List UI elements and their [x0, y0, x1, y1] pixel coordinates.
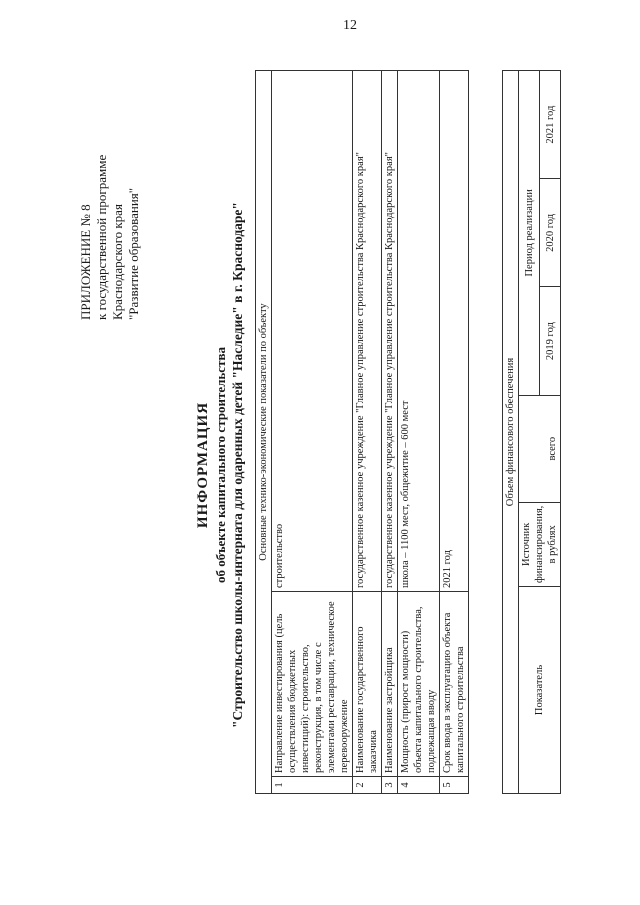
row-label: Наименование государственного заказчика: [353, 592, 382, 777]
finance-header: Объем финансового обеспечения: [503, 71, 519, 794]
period-header: Период реализации: [519, 71, 540, 396]
object-name: "Строительство школы-интерната для одаренных детей "Наследие" в г. Краснодаре": [230, 202, 245, 728]
appendix-line: "Развитие образования": [126, 187, 141, 320]
indicators-table: [255, 70, 469, 794]
row-value: 2021 год: [440, 71, 469, 592]
row-label: Наименование застройщика: [382, 592, 398, 777]
table-section-row: [256, 71, 272, 794]
table-row: [272, 71, 353, 794]
row-number: 5: [440, 777, 469, 794]
table-row: [382, 71, 398, 794]
appendix-line: ПРИЛОЖЕНИЕ № 8: [78, 204, 93, 320]
appendix-line: к государственной программе: [94, 154, 109, 320]
appendix-block: [78, 50, 142, 320]
indicator-header: Показатель: [519, 587, 561, 794]
total-header: всего: [519, 395, 561, 502]
source-header: Источник финансирования, в рублях: [519, 502, 561, 586]
row-number: 4: [398, 777, 440, 794]
row-value: государственное казенное учреждение "Главное управление строительства Краснодарского края": [353, 71, 382, 592]
document-title: ИНФОРМАЦИЯ: [195, 401, 211, 529]
finance-section-row: [503, 71, 519, 794]
document-heading: [195, 50, 246, 880]
document-sheet: [20, 50, 620, 880]
row-label: Направление инвестирования (цель осуществления бюджетных инвестиций): строительство, реконструкция, в том числе с элементами реставрации, техническое перевооружение: [272, 592, 353, 777]
year-header: 2021 год: [540, 71, 561, 179]
table-row: [440, 71, 469, 794]
page-number: 12: [343, 18, 357, 33]
document-subtitle: об объекте капитального строительства: [213, 347, 228, 583]
table-row: [353, 71, 382, 794]
appendix-line: Краснодарского края: [110, 204, 125, 320]
row-number: 1: [272, 777, 353, 794]
finance-table: [502, 70, 561, 794]
row-number: 2: [353, 777, 382, 794]
row-value: строительство: [272, 71, 353, 592]
section-header: Основные технико-экономические показатели по объекту: [256, 71, 272, 794]
row-value: государственное казенное учреждение "Главное управление строительства Краснодарского края": [382, 71, 398, 592]
row-label: Мощность (прирост мощности) объекта капитального строительства, подлежащая вводу: [398, 592, 440, 777]
finance-section: [502, 70, 561, 794]
row-value: школа – 1100 мест, общежитие – 600 мест: [398, 71, 440, 592]
row-label: Срок ввода в эксплуатацию объекта капитального строительства: [440, 592, 469, 777]
year-header: 2019 год: [540, 287, 561, 395]
year-header: 2020 год: [540, 179, 561, 287]
finance-column-row: [519, 71, 540, 794]
row-number: 3: [382, 777, 398, 794]
table-row: [398, 71, 440, 794]
